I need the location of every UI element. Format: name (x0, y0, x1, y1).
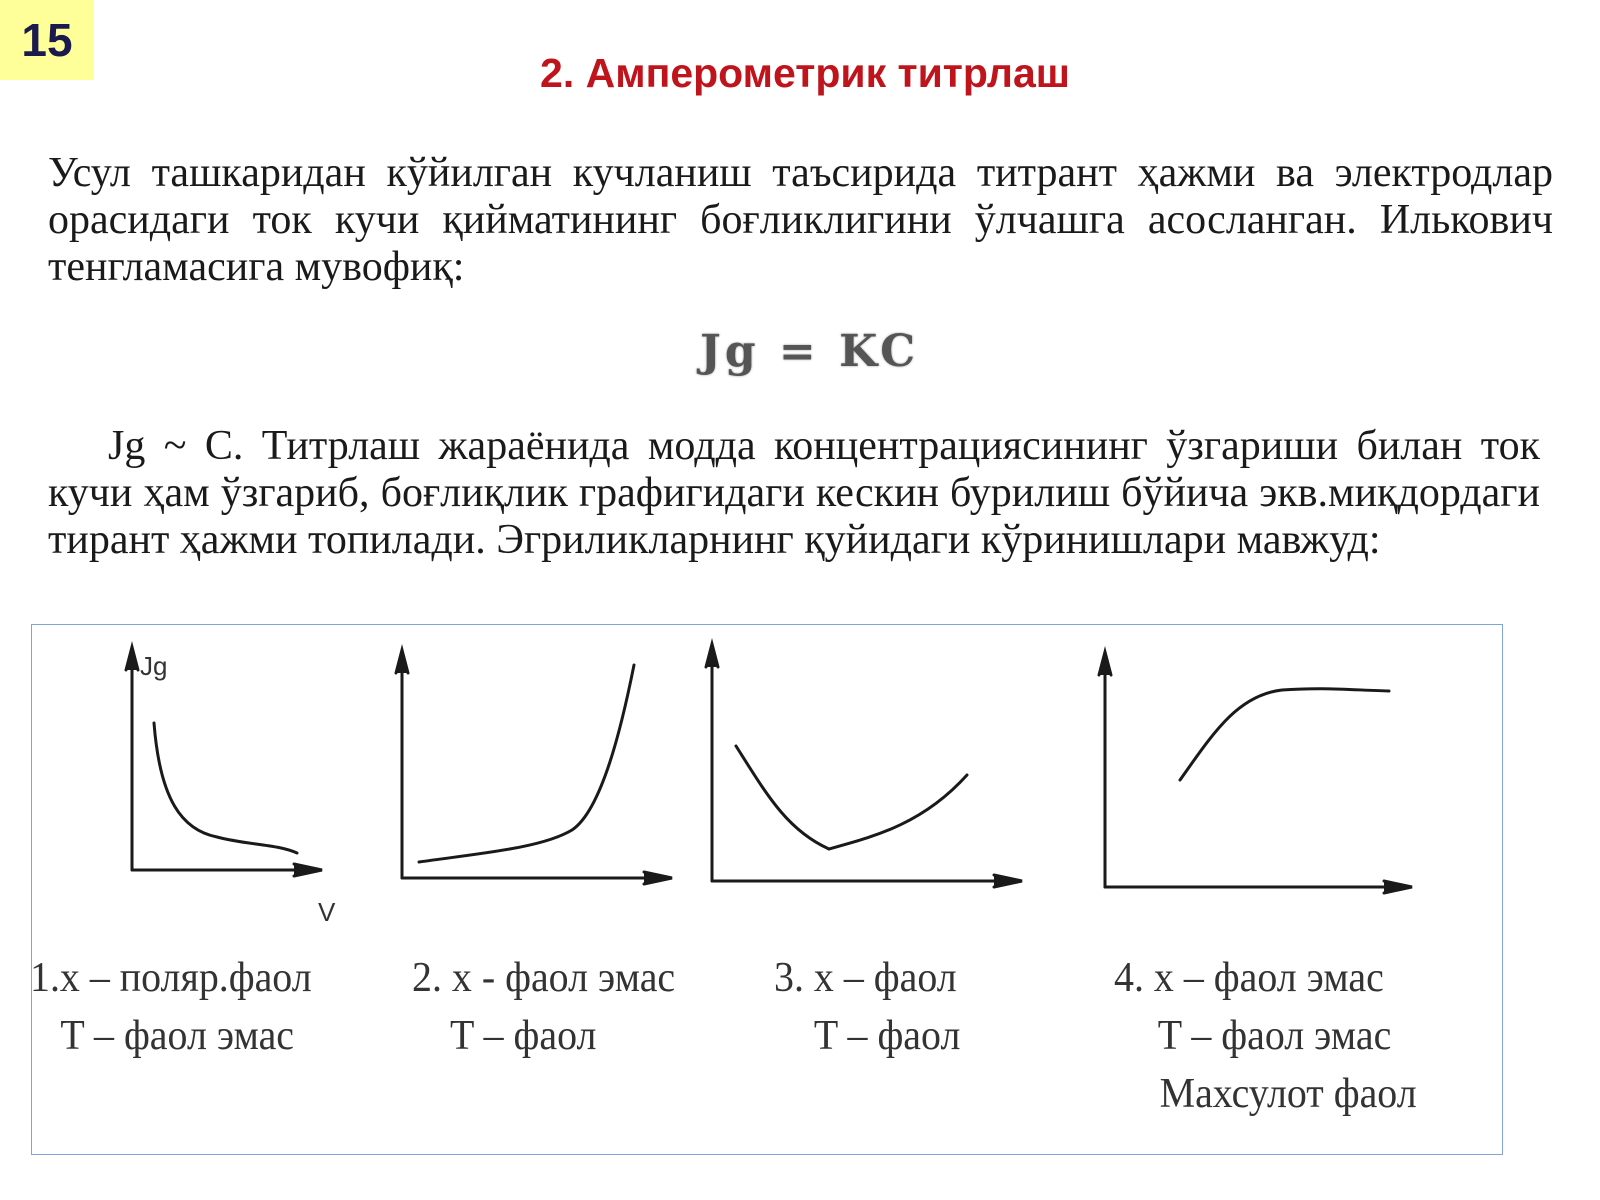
graph-3 (706, 644, 1022, 887)
graph-2-y-arrow (396, 650, 408, 673)
caption-2 (412, 949, 675, 1065)
graph-2 (396, 650, 672, 884)
x-axis-label: V (318, 897, 336, 927)
intro-paragraph: Усул ташкаридан кўйилган кучланиш таъсирида титрант ҳажми ва электродлар орасидаги ток кучи қийматининг боғликлигини ўлчашга асосланган. Илькович тенгламасига мувофиқ: (48, 150, 1553, 290)
graph-3-curve-right (829, 775, 967, 849)
graph-3-y-arrow (706, 644, 718, 667)
graph-2-x-arrow (644, 872, 672, 884)
caption-3-line-1: 3. x – фаол (774, 955, 957, 1001)
graph-1 (126, 647, 322, 876)
caption-3 (774, 949, 960, 1065)
ilkovich-formula: Jg = KC (700, 326, 920, 377)
graph-4-y-arrow (1099, 652, 1111, 675)
page-number-badge: 15 (0, 0, 94, 80)
caption-1-line-1: 1.x – поляр.фаол (30, 955, 312, 1001)
explanation-paragraph: Jg ~ C. Титрлаш жараёнида модда концентрациясининг ўзгариши билан ток кучи ҳам ўзгариб, боғлиқлик графигидаги кескин бурилиш бўйича экв.миқдордаги тирант ҳажми топилади. Эгриликларнинг қуйидаги кўринишлари мавжуд: (48, 423, 1540, 563)
y-axis-label: Jg (140, 651, 168, 681)
titration-curves-figure (31, 624, 1503, 1155)
graph-1-curve (154, 723, 297, 853)
graph-4-x-arrow (1384, 881, 1412, 893)
caption-4-line-3: Махсулот фаол (1159, 1071, 1417, 1117)
caption-4-line-2: T – фаол эмас (1157, 1013, 1392, 1059)
caption-2-line-2: T – фаол (450, 1013, 597, 1059)
graph-1-y-arrow (126, 647, 138, 670)
graph-2-curve (419, 665, 634, 862)
caption-4 (1114, 949, 1417, 1123)
graph-3-x-arrow (994, 875, 1022, 887)
graph-4-curve (1180, 689, 1389, 780)
caption-1-line-2: T – фаол эмас (60, 1013, 294, 1059)
caption-1 (30, 949, 312, 1065)
slide-title: 2. Амперометрик титрлаш (540, 50, 1070, 96)
graph-4 (1099, 652, 1412, 893)
caption-4-line-1: 4. x – фаол эмас (1114, 955, 1384, 1001)
caption-3-line-2: T – фаол (813, 1013, 961, 1059)
graph-3-curve-left (736, 746, 829, 849)
caption-2-line-1: 2. x - фаол эмас (412, 955, 676, 1001)
graph-1-x-arrow (294, 864, 322, 876)
